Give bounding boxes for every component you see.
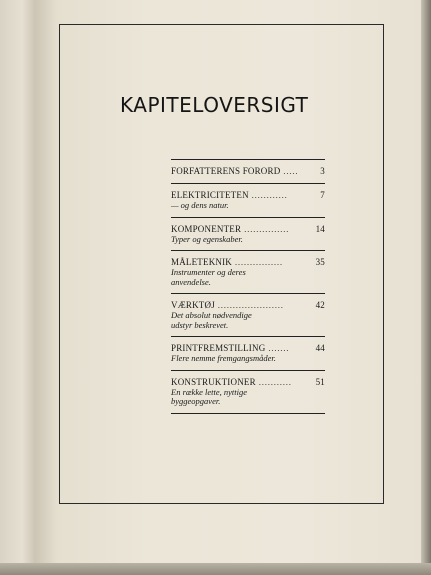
toc-entry	[171, 343, 325, 364]
toc-entry-description: Instrumenter og deres	[171, 267, 246, 277]
toc-divider	[171, 413, 325, 414]
toc-entry-title: KONSTRUKTIONER	[171, 376, 256, 387]
toc-entry	[171, 166, 325, 177]
toc-page-number: 7	[320, 190, 325, 200]
toc-entry-description: udstyr beskrevet.	[171, 319, 229, 330]
toc-divider	[171, 250, 325, 251]
toc-entry-description: — og dens natur.	[171, 200, 229, 210]
toc-entry-title: FORFATTERENS FORORD	[171, 166, 281, 176]
toc-divider	[171, 370, 325, 371]
toc-entry-line	[171, 166, 325, 177]
toc-entry-description: En række lette, nyttige	[171, 386, 247, 397]
toc-leader-dots: .......	[268, 344, 290, 353]
toc-entry-description: Det absolut nødvendige	[171, 310, 252, 320]
toc-entry	[171, 377, 325, 407]
toc-entry-description: Typer og egenskaber.	[171, 233, 243, 244]
toc-entry-description: anvendelse.	[171, 276, 211, 287]
toc-divider	[171, 336, 325, 337]
toc-page-number: 35	[315, 257, 325, 267]
toc-divider	[171, 159, 325, 160]
toc-page-number: 3	[320, 166, 325, 176]
toc-leader-dots: .....	[283, 167, 299, 176]
toc-entry-line	[171, 377, 325, 388]
toc-divider	[171, 293, 325, 294]
toc-page-number: 51	[315, 376, 325, 387]
toc-leader-dots: ...........	[258, 377, 292, 387]
toc-entry-title: VÆRKTØJ	[171, 300, 215, 310]
toc-divider	[171, 183, 325, 184]
toc-page-number: 14	[315, 223, 325, 234]
toc-entry	[171, 300, 325, 330]
toc-leader-dots: ...............	[244, 224, 290, 234]
toc-entry	[171, 224, 325, 245]
toc-entry-line	[171, 224, 325, 235]
toc-entry-title: MÅLETEKNIK	[171, 257, 232, 267]
page-title: KAPITELOVERSIGT	[120, 93, 309, 117]
toc-leader-dots: ................	[235, 258, 283, 267]
toc-divider	[171, 217, 325, 218]
toc-entry	[171, 257, 325, 287]
toc-entry-description: Flere nemme fremgangsmåder.	[171, 353, 276, 363]
toc-leader-dots: ............	[251, 191, 288, 200]
toc-entry-title: ELEKTRICITETEN	[171, 190, 249, 200]
toc-entry-title: PRINTFREMSTILLING	[171, 343, 266, 353]
page-bottom-edge	[0, 563, 431, 575]
toc-entry-title: KOMPONENTER	[171, 223, 242, 234]
toc-entry	[171, 190, 325, 211]
toc-page-number: 42	[315, 300, 325, 310]
table-of-contents	[171, 159, 325, 414]
page-right-edge	[421, 0, 431, 575]
toc-page-number: 44	[315, 343, 325, 353]
toc-entry-description: byggeopgaver.	[171, 396, 221, 406]
toc-leader-dots: ......................	[217, 301, 284, 310]
